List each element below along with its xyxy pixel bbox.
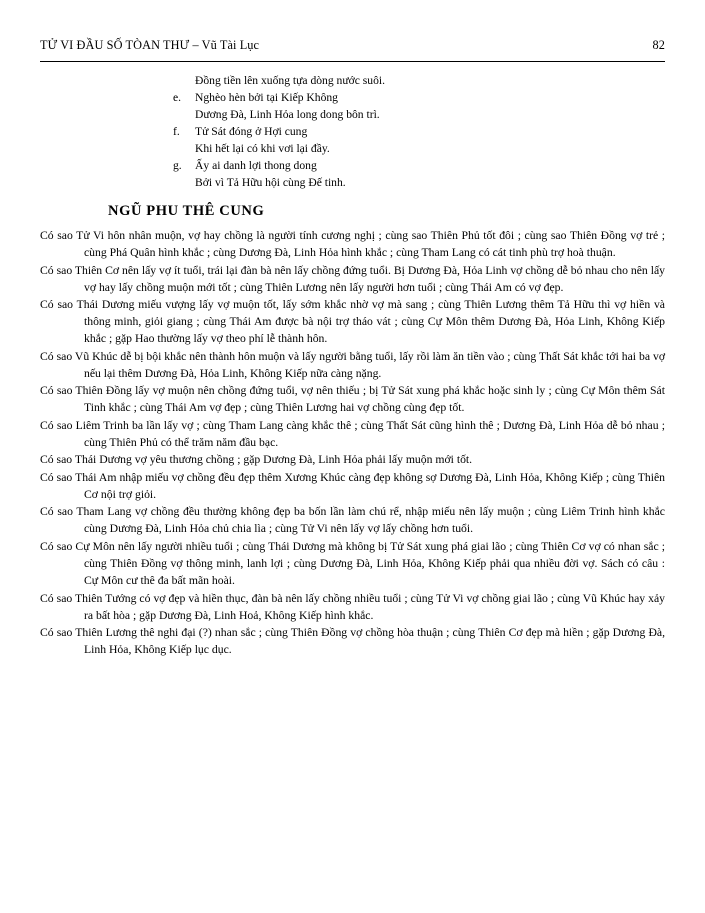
list-item bbox=[40, 157, 665, 174]
verse-list bbox=[40, 72, 665, 191]
list-item-line: Tử Sát đóng ở Hợi cung bbox=[195, 125, 308, 139]
header-divider bbox=[40, 61, 665, 62]
paragraph: Có sao Tử Vi hôn nhân muộn, vợ hay chồng là người tính cương nghị ; cùng sao Thiên Phủ tốt đôi ; cùng sao Thiên Đồng vợ trẻ ; cùng Phá Quân hình khắc ; cùng Dương Đà, Linh Hỏa hình khắc ; cùng Tham Lang có cát tinh phù trợ hoà thuận. bbox=[40, 229, 665, 260]
list-marker: e. bbox=[173, 91, 182, 105]
page-number: 82 bbox=[652, 38, 665, 52]
section-body bbox=[40, 227, 665, 658]
verse-lead-line: Đồng tiền lên xuống tựa dòng nước suôi. bbox=[195, 74, 386, 87]
paragraph: Có sao Liêm Trinh ba lần lấy vợ ; cùng Tham Lang càng khắc thê ; cùng Thất Sát cũng hình thê ; Dương Đà, Linh Hỏa dễ bỏ nhau ; cùng Thiên Phủ có thể trăm năm đầu bạc. bbox=[40, 418, 665, 449]
list-item-line: Ấy ai danh lợi thong dong bbox=[195, 159, 317, 173]
paragraph: Có sao Tham Lang vợ chồng đều thường không đẹp ba bốn lần làm chú rể, nhập miếu nên lấy muộn ; cùng Liêm Trinh hình khắc cùng Dương Đà, Linh Hỏa chủ chia lìa ; cùng Tử Vi nên lấy vợ lấy chồng hơn tuổi. bbox=[40, 505, 665, 536]
header-title: TỬ VI ĐẦU SỐ TÒAN THƯ – Vũ Tài Lục bbox=[40, 38, 260, 52]
list-marker: f. bbox=[173, 125, 180, 139]
paragraph: Có sao Thiên Cơ nên lấy vợ ít tuổi, trái lại đàn bà nên lấy chồng đứng tuổi. Bị Dương Đà, Hỏa Linh vợ chồng dễ bỏ nhau cho nên lấy vợ hay lấy chồng muộn mới tốt ; cùng Thiên Lương nên lấy người hơn tuổi ; cùng Thái Am có vợ đẹp. bbox=[40, 263, 665, 294]
list-item bbox=[40, 89, 665, 106]
paragraph: Có sao Thiên Đồng lấy vợ muộn nên chồng đứng tuổi, vợ nên thiếu ; bị Tử Sát xung phá khắc hoặc sinh ly ; cùng Cự Môn thêm Sát Tinh khắc ; cùng Thái Am vợ đẹp ; cùng Thiên Lương hai vợ chồng cùng đẹp tốt. bbox=[40, 384, 665, 415]
list-item-line: Khi hết lại có khi vơi lại đầy. bbox=[195, 142, 330, 156]
list-item-line: Bởi vì Tả Hữu hội cùng Đế tinh. bbox=[195, 176, 346, 190]
paragraph: Có sao Thái Dương vợ yêu thương chồng ; gặp Dương Đà, Linh Hỏa phải lấy muộn mới tốt. bbox=[40, 453, 473, 467]
list-marker: g. bbox=[173, 159, 182, 173]
paragraph: Có sao Thiên Lương thê nghi đại (?) nhan sắc ; cùng Thiên Đồng vợ chồng hòa thuận ; cùng Thiên Cơ đẹp mà hiền ; gặp Dương Đà, Linh Hỏa, Không Kiếp lục dục. bbox=[40, 626, 665, 657]
paragraph: Có sao Cự Môn nên lấy người nhiều tuổi ; cùng Thái Dương mà không bị Tử Sát xung phá giai lão ; cùng Thiên Cơ vợ có nhan sắc ; cùng Thiên Đồng vợ thông minh, lanh lợi ; cùng Dương Đà, Linh Hỏa, Không Kiếp phải qua nhiều đời vợ. Sách có câu : Cự Môn cư thê đa bất mãn hoài. bbox=[40, 540, 665, 588]
paragraph: Có sao Thiên Tướng có vợ đẹp và hiền thục, đàn bà nên lấy chồng nhiều tuổi ; cùng Tử Vi vợ chồng giai lão ; cùng Vũ Khúc hay xảy ra bất hòa ; gặp Dương Đà, Linh Hoả, Không Kiếp hình khắc. bbox=[40, 591, 665, 622]
section-heading: NGŨ PHU THÊ CUNG bbox=[108, 203, 265, 220]
paragraph: Có sao Vũ Khúc dễ bị bội khắc nên thành hôn muộn và lấy người bằng tuổi, lấy rồi làm ăn tiền vào ; cùng Thất Sát khắc tới hai ba vợ nếu lại thêm Dương Đà, Hỏa Linh, Không Kiếp nữa càng nặng. bbox=[40, 349, 665, 380]
list-item-line: Dương Đà, Linh Hỏa long dong bôn trì. bbox=[195, 108, 380, 122]
list-item-line: Nghèo hèn bởi tại Kiếp Không bbox=[195, 91, 338, 105]
paragraph: Có sao Thái Dương miếu vượng lấy vợ muộn tốt, lấy sớm khắc nhờ vợ mà sang ; cùng Thiên Lương thêm Tả Hữu thì vợ hiền và thông minh, giỏi giang ; cùng Thái Am được bà nội trợ tháo vát ; cùng Cự Môn thêm Dương Đà, Hỏa Linh, Không Kiếp khắc ; gặp Hao thường lấy vợ theo phí lễ thành hôn. bbox=[40, 298, 665, 346]
paragraph: Có sao Thái Am nhập miếu vợ chồng đều đẹp thêm Xương Khúc càng đẹp không sợ Dương Đà, Linh Hỏa, Không Kiếp ; cùng Thiên Cơ nội trợ giỏi. bbox=[40, 470, 665, 501]
page-header bbox=[40, 38, 665, 53]
list-item bbox=[40, 123, 665, 140]
